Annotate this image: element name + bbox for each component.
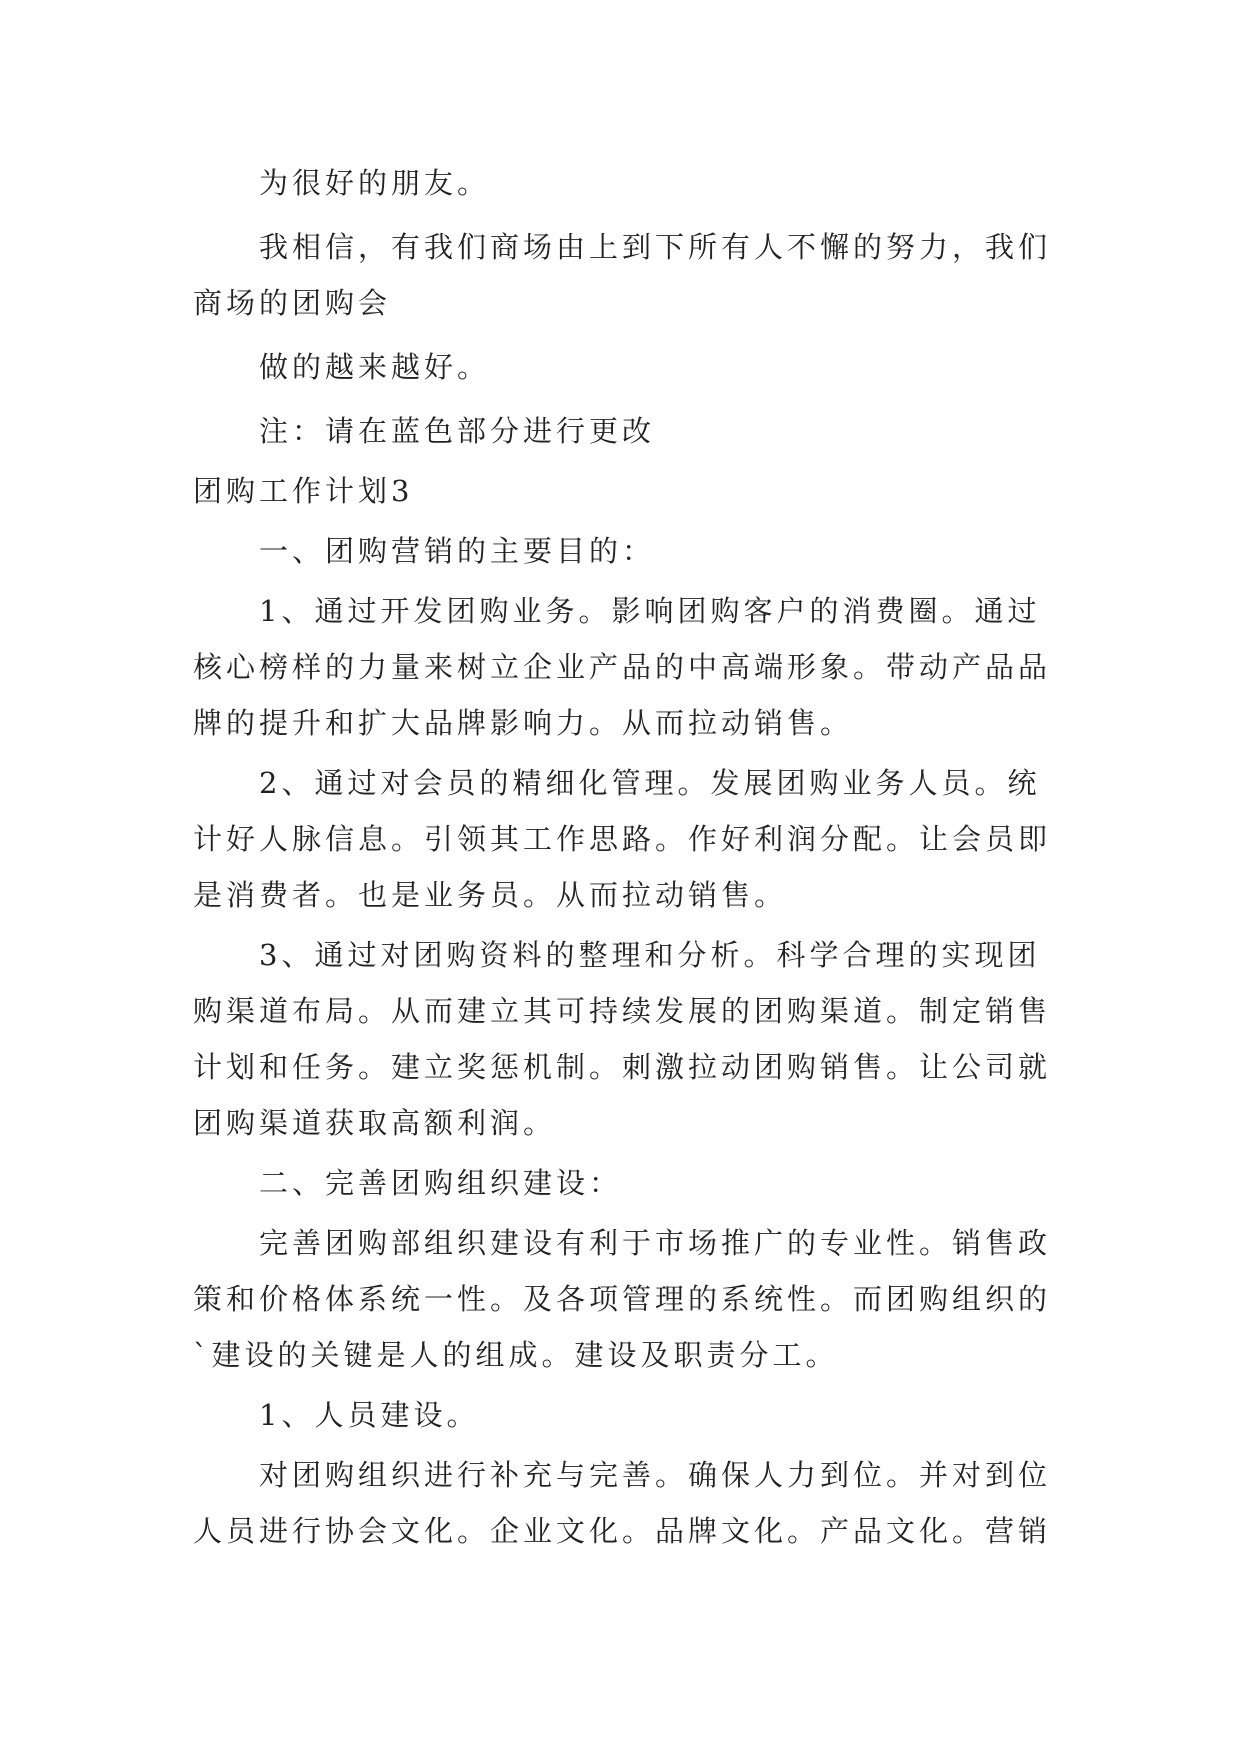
note-paragraph: 注：请在蓝色部分进行更改 [259, 414, 656, 448]
heading-personnel: 1、人员建设。 [259, 1398, 480, 1432]
paragraph-2: 我相信，有我们商场由上到下所有人不懈的努力，我们商场的团购会 [193, 230, 1052, 320]
paragraph-personnel: 对团购组织进行补充与完善。确保人力到位。并对到位人员进行协会文化。企业文化。品牌文化。产品文化。营销 [193, 1458, 1052, 1548]
paragraph-purpose-2: 2、通过对会员的精细化管理。发展团购业务人员。统计好人脉信息。引领其工作思路。作好利润分配。让会员即是消费者。也是业务员。从而拉动销售。 [193, 766, 1052, 912]
paragraph-purpose-1: 1、通过开发团购业务。影响团购客户的消费圈。通过核心榜样的力量来树立企业产品的中高端形象。带动产品品牌的提升和扩大品牌影响力。从而拉动销售。 [193, 594, 1052, 740]
paragraph-3: 做的越来越好。 [259, 350, 491, 384]
heading-purpose: 一、团购营销的主要目的： [259, 534, 656, 568]
paragraph-1: 为很好的朋友。 [259, 166, 491, 200]
document-body [193, 155, 1053, 1559]
paragraph-organization: 完善团购部组织建设有利于市场推广的专业性。销售政策和价格体系统一性。及各项管理的系统性。而团购组织的`建设的关键是人的组成。建设及职责分工。 [193, 1226, 1052, 1372]
heading-organization: 二、完善团购组织建设： [259, 1166, 623, 1200]
paragraph-purpose-3: 3、通过对团购资料的整理和分析。科学合理的实现团购渠道布局。从而建立其可持续发展的团购渠道。制定销售计划和任务。建立奖惩机制。刺激拉动团购销售。让公司就团购渠道获取高额利润。 [193, 938, 1052, 1140]
section-title: 团购工作计划3 [193, 474, 414, 508]
